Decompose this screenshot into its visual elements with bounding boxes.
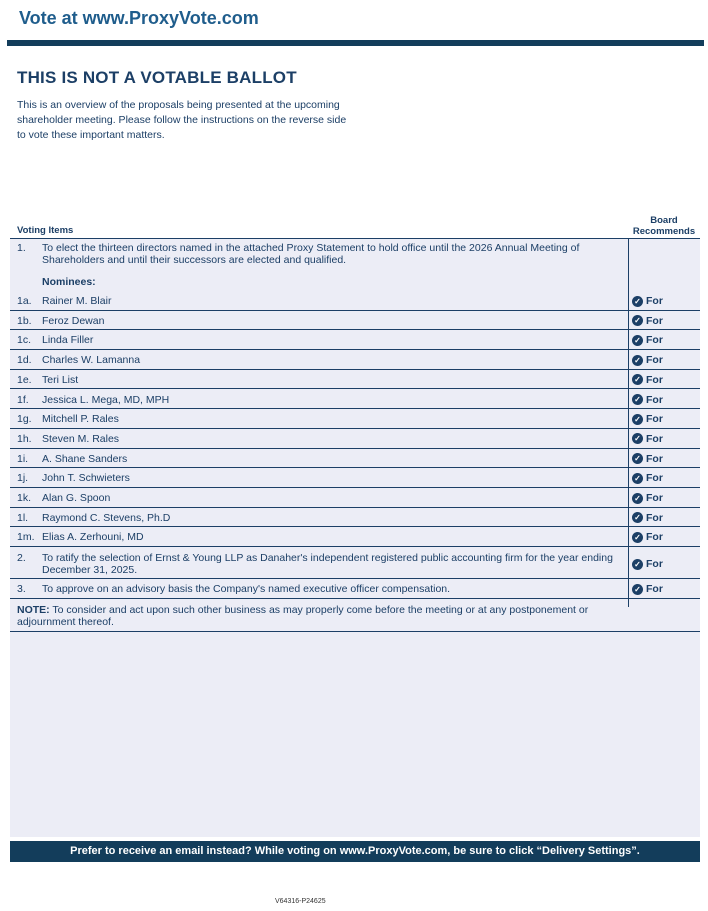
- nominee-name: John T. Schwieters: [42, 472, 130, 485]
- nominee-number: 1c.: [17, 334, 32, 347]
- document-code: V64316-P24625: [275, 898, 326, 905]
- proposal-2-row: [10, 549, 700, 579]
- nominee-row: [10, 429, 700, 449]
- board-recommendation: [632, 512, 663, 524]
- nominee-name: A. Shane Sanders: [42, 452, 128, 465]
- check-circle-icon: ✓: [632, 374, 643, 385]
- board-recommendation: [632, 583, 663, 595]
- recommendation-label: For: [646, 472, 663, 485]
- check-circle-icon: ✓: [632, 453, 643, 464]
- board-recommendation: [632, 315, 663, 327]
- proposal-text: To approve on an advisory basis the Company's named executive officer compensation.: [42, 583, 451, 595]
- nominee-name: Elias A. Zerhouni, MD: [42, 531, 144, 544]
- nominee-number: 1e.: [17, 373, 32, 386]
- board-recommendation: [632, 413, 663, 425]
- nominee-name: Teri List: [42, 373, 79, 386]
- nominee-name: Linda Filler: [42, 334, 94, 347]
- nominees-label: Nominees:: [42, 276, 96, 288]
- recommendation-label: For: [646, 558, 663, 570]
- recommendation-label: For: [646, 354, 663, 367]
- recommendation-label: For: [646, 413, 663, 426]
- check-circle-icon: ✓: [632, 296, 643, 307]
- nominee-number: 1j.: [17, 472, 29, 485]
- check-circle-icon: ✓: [632, 335, 643, 346]
- board-recommendation: [632, 433, 663, 445]
- recommendation-label: For: [646, 373, 663, 386]
- nominee-row: [10, 527, 700, 547]
- nominee-row: [10, 370, 700, 390]
- nominee-row: [10, 350, 700, 370]
- check-circle-icon: ✓: [632, 414, 643, 425]
- note-body: To consider and act upon such other business as may properly come before the meeting or at any postponement or adjournment thereof.: [17, 604, 589, 628]
- page-title: THIS IS NOT A VOTABLE BALLOT: [17, 68, 297, 87]
- nominee-number: 1b.: [17, 314, 32, 327]
- nominee-name: Alan G. Spoon: [42, 492, 111, 504]
- nominee-row: [10, 468, 700, 488]
- note-label: NOTE:: [17, 604, 50, 616]
- check-circle-icon: ✓: [632, 394, 643, 405]
- board-recommendation: [632, 492, 663, 504]
- nominee-number: 1i.: [17, 452, 29, 465]
- recommendation-label: For: [646, 492, 663, 504]
- nominee-row: [10, 449, 700, 469]
- board-recommends-header: Board Recommends: [632, 215, 696, 237]
- board-recommendation: [632, 354, 663, 366]
- header-title: Vote at www.ProxyVote.com: [19, 8, 259, 28]
- check-circle-icon: ✓: [632, 493, 643, 504]
- nominee-number: 1k.: [17, 492, 32, 504]
- check-circle-icon: ✓: [632, 584, 643, 595]
- nominee-name: Jessica L. Mega, MD, MPH: [42, 393, 170, 406]
- footer-banner: Prefer to receive an email instead? While voting on www.ProxyVote.com, be sure to click “Delivery Settings”.: [10, 841, 700, 862]
- note-text: [17, 604, 627, 628]
- proposal-number: 2.: [17, 552, 26, 564]
- board-recommendation: [632, 472, 663, 484]
- nominee-number: 1g.: [17, 413, 32, 426]
- check-circle-icon: ✓: [632, 473, 643, 484]
- note-divider: [10, 631, 700, 632]
- nominee-name: Mitchell P. Rales: [42, 413, 119, 426]
- check-circle-icon: ✓: [632, 433, 643, 444]
- nominee-name: Rainer M. Blair: [42, 295, 112, 307]
- nominee-name: Raymond C. Stevens, Ph.D: [42, 511, 171, 524]
- nominee-row: [10, 409, 700, 429]
- nominee-number: 1h.: [17, 432, 32, 445]
- board-recommendation: [632, 334, 663, 346]
- recommendation-label: For: [646, 452, 663, 465]
- nominee-row: [10, 291, 700, 311]
- check-circle-icon: ✓: [632, 315, 643, 326]
- check-circle-icon: ✓: [632, 559, 643, 570]
- nominee-number: 1d.: [17, 354, 32, 367]
- nominee-row: [10, 311, 700, 331]
- proposal-number: 1.: [17, 242, 26, 254]
- nominee-row: [10, 330, 700, 350]
- nominee-row: [10, 508, 700, 528]
- proposal-number: 3.: [17, 583, 26, 595]
- proposal-text: To ratify the selection of Ernst & Young LLP as Danaher's independent registered public accounting firm for the year ending December 31, 2025.: [42, 552, 613, 576]
- nominee-number: 1m.: [17, 531, 35, 544]
- board-recommendation: [632, 453, 663, 465]
- recommendation-label: For: [646, 393, 663, 406]
- check-circle-icon: ✓: [632, 532, 643, 543]
- recommendation-label: For: [646, 531, 663, 544]
- proposal-text: To elect the thirteen directors named in the attached Proxy Statement to hold office until the 2026 Annual Meeting of Shareholders and until their successors are elected and qualified.: [42, 242, 580, 266]
- nominee-name: Charles W. Lamanna: [42, 354, 141, 367]
- board-recommendation: [632, 394, 663, 406]
- nominee-name: Feroz Dewan: [42, 314, 105, 327]
- header-divider: [7, 40, 704, 46]
- proposal-3-row: [10, 579, 700, 599]
- nominee-number: 1l.: [17, 511, 29, 524]
- intro-text: This is an overview of the proposals being presented at the upcoming shareholder meeting. Please follow the instructions on the reverse side to vote these important matters.: [17, 99, 347, 141]
- nominee-number: 1a.: [17, 295, 32, 307]
- voting-items-header: Voting Items: [17, 225, 74, 236]
- check-circle-icon: ✓: [632, 355, 643, 366]
- board-recommendation: [632, 531, 663, 543]
- board-recommendation: [632, 295, 663, 307]
- check-circle-icon: ✓: [632, 512, 643, 523]
- nominee-name: Steven M. Rales: [42, 432, 120, 445]
- board-recommendation: [632, 558, 663, 570]
- recommendation-label: For: [646, 334, 663, 347]
- board-recommendation: [632, 374, 663, 386]
- nominee-row: [10, 390, 700, 410]
- recommendation-label: For: [646, 314, 663, 327]
- recommendation-label: For: [646, 432, 663, 445]
- nominee-number: 1f.: [17, 393, 29, 406]
- recommendation-label: For: [646, 583, 663, 595]
- recommendation-label: For: [646, 511, 663, 524]
- nominee-row: [10, 488, 700, 508]
- recommendation-label: For: [646, 295, 663, 307]
